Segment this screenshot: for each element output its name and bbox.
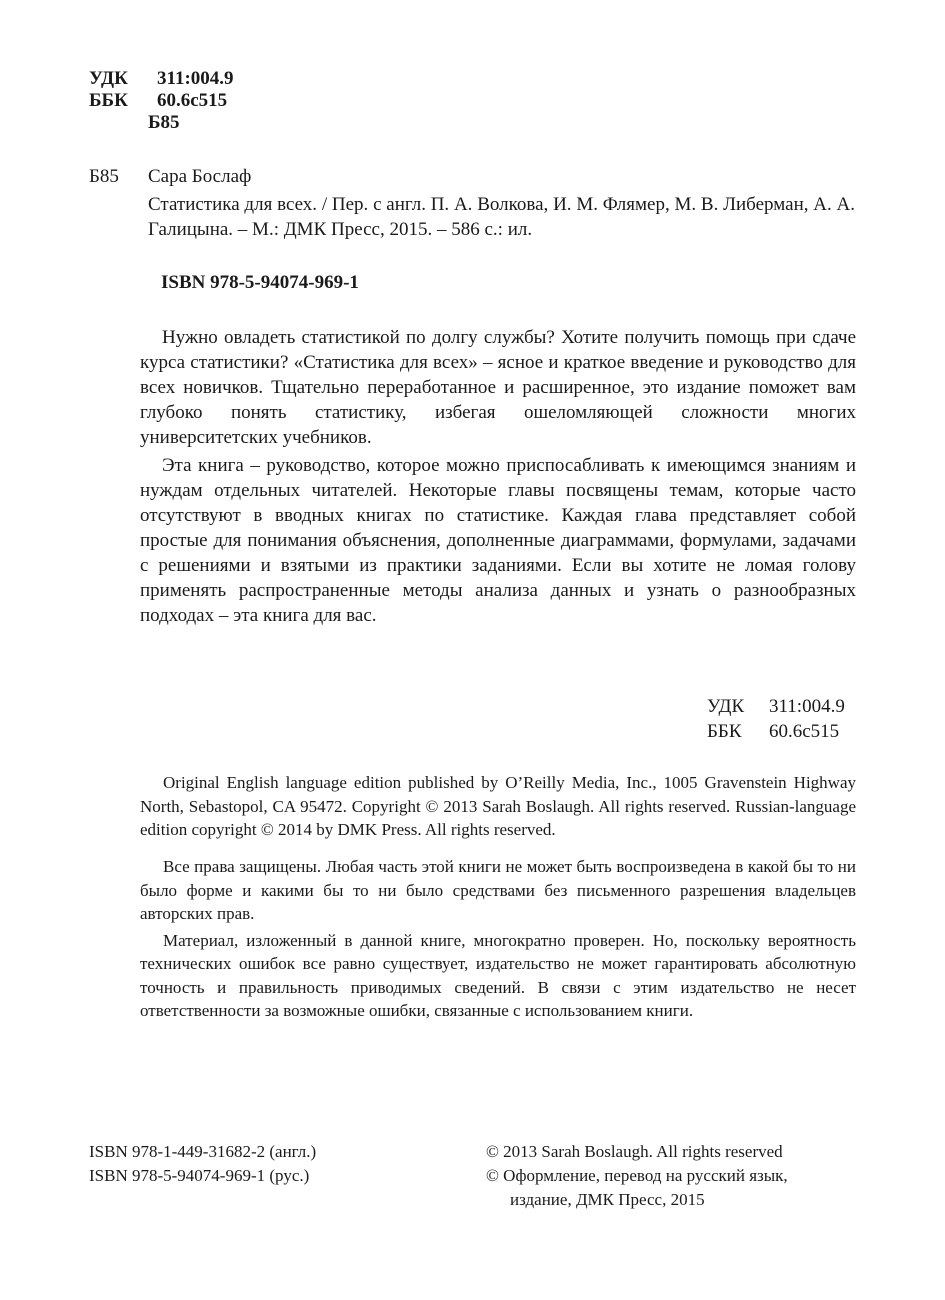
annotation-paragraph: Эта книга – руководство, которое можно приспосабливать к имеющимся знаниям и нуждам отдельных читателей. Некоторые главы посвящены темам, которые часто отсутствуют в вводных книгах по статистике. Каждая глава представляет собой простые для понимания объяснения, дополненные диаграммами, формулами, задачами с решениями и взятыми из практики заданиями. Если вы хотите не ломая голову применять распространенные методы анализа данных и узнать о разнообразных подходах – эта книга для вас. [140,455,856,626]
classification-block [89,68,234,134]
right-bbk-value: 60.6с515 [769,721,840,742]
catalog-author: Сара Бослаф [148,166,252,187]
bbk-label: ББК [89,90,128,111]
bottom-copyright-block [486,1140,788,1212]
catalog-code: Б85 [89,166,119,187]
catalog-description: Статистика для всех. / Пер. с англ. П. А. Волкова, И. М. Флямер, М. В. Либерман, А. А. Галицына. – М.: ДМК Пресс, 2015. – 586 с.: ил. [148,194,855,240]
bbk-row [89,90,234,112]
author-mark-row [89,112,234,134]
udk-label: УДК [89,68,128,89]
bottom-isbn-block [89,1140,316,1188]
copyright-russian-line2: издание, ДМК Пресс, 2015 [510,1190,705,1209]
right-udk-row [707,694,845,719]
rights-paragraph: Материал, изложенный в данной книге, многократно проверен. Но, поскольку вероятность технических ошибок все равно существует, издательство не может гарантировать абсолютную точность и правильность приводимых сведений. В связи с этим издательство не несет ответственности за возможные ошибки, связанные с использованием книги. [140,930,856,1020]
rights-notes [140,855,856,1023]
copyright-english: © 2013 Sarah Boslaugh. All rights reserved [486,1142,783,1161]
annotation-paragraph: Нужно овладеть статистикой по долгу службы? Хотите получить помощь при сдаче курса статистики? «Статистика для всех» – ясное и краткое введение и руководство для всех новичков. Тщательно переработанное и расширенное, это издание поможет вам глубоко понять статистику, избегая ошеломляющей сложности многих университетских учебников. [140,327,856,448]
isbn-russian: ISBN 978-5-94074-969-1 (рус.) [89,1166,310,1185]
right-udk-value: 311:004.9 [769,696,845,717]
udk-row [89,68,234,90]
right-classification [707,694,845,744]
original-edition-text: Original English language edition published by O’Reilly Media, Inc., 1005 Gravenstein Highway North, Sebastopol, CA 95472. Copyright © 2013 Sarah Boslaugh. All rights reserved. Russian-language edition copyright © 2014 by DMK Press. All rights reserved. [140,773,856,839]
annotation [140,325,856,628]
rights-paragraph: Все права защищены. Любая часть этой книги не может быть воспроизведена в какой бы то ни было форме и какими бы то ни было средствами без письменного разрешения владельцев авторских прав. [140,857,856,923]
right-bbk-row [707,719,845,744]
catalog-isbn: ISBN 978-5-94074-969-1 [161,272,359,293]
udk-value: 311:004.9 [157,68,234,89]
right-bbk-label: ББК [707,721,742,742]
bbk-value: 60.6с515 [157,90,228,111]
right-udk-label: УДК [707,696,745,717]
copyright-russian-line1: © Оформление, перевод на русский язык, [486,1166,788,1185]
original-edition-note [140,771,856,842]
isbn-english: ISBN 978-1-449-31682-2 (англ.) [89,1142,317,1161]
author-mark: Б85 [148,112,180,133]
